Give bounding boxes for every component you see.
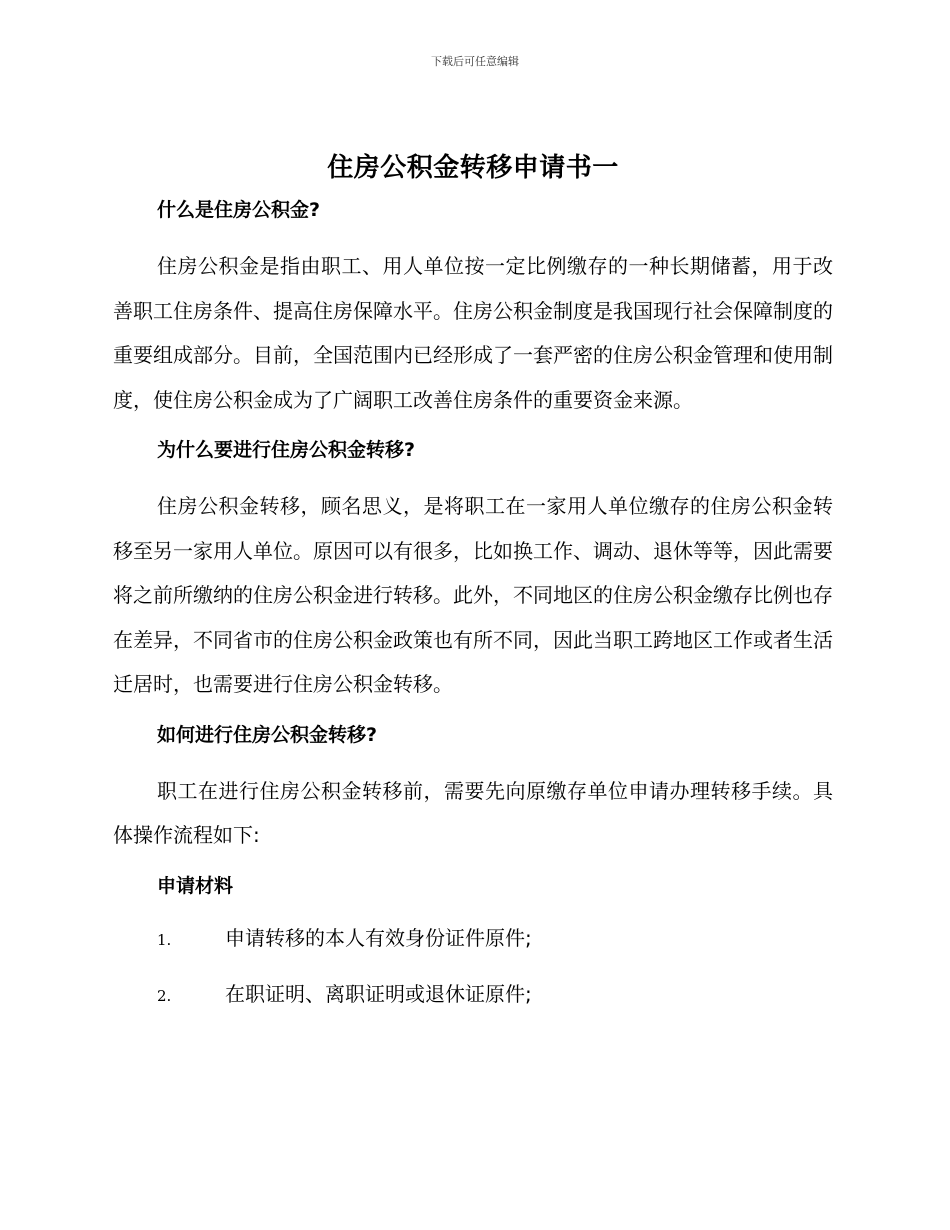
section-paragraph-why-transfer: 住房公积金转移，顾名思义，是将职工在一家用人单位缴存的住房公积金转移至另一家用人单位。原因可以有很多，比如换工作、调动、退休等等，因此需要将之前所缴纳的住房公积金进行转移。此外，不同地区的住房公积金缴存比例也存在差异，不同省市的住房公积金政策也有所不同，因此当职工跨地区工作或者生活迁居时，也需要进行住房公积金转移。 bbox=[113, 494, 833, 696]
list-item-number: 2. bbox=[157, 986, 172, 1005]
section-heading-why-transfer: 为什么要进行住房公积金转移? bbox=[157, 439, 416, 461]
list-item bbox=[113, 980, 833, 1010]
list-item-number: 1. bbox=[157, 930, 172, 949]
section-heading-how-transfer: 如何进行住房公积金转移? bbox=[157, 723, 378, 746]
section-paragraph-what-is: 住房公积金是指由职工、用人单位按一定比例缴存的一种长期储蓄，用于改善职工住房条件、提高住房保障水平。住房公积金制度是我国现行社会保障制度的重要组成部分。目前，全国范围内已经形成了一套严密的住房公积金管理和使用制度，使住房公积金成为了广阔职工改善住房条件的重要资金来源。 bbox=[113, 254, 833, 412]
document-title: 住房公积金转移申请书一 bbox=[327, 153, 619, 183]
section-paragraph-how-transfer: 职工在进行住房公积金转移前，需要先向原缴存单位申请办理转移手续。具体操作流程如下: bbox=[113, 778, 833, 847]
list-item bbox=[113, 924, 833, 954]
section-heading-what-is: 什么是住房公积金? bbox=[157, 199, 321, 221]
list-item-text: 申请转移的本人有效身份证件原件; bbox=[225, 925, 532, 950]
section-heading-materials: 申请材料 bbox=[157, 874, 234, 897]
page-header: 下载后可任意编辑 bbox=[431, 55, 519, 68]
document-body bbox=[113, 150, 833, 1036]
list-item-text: 在职证明、离职证明或退休证原件; bbox=[225, 981, 532, 1006]
materials-list bbox=[113, 924, 833, 1010]
